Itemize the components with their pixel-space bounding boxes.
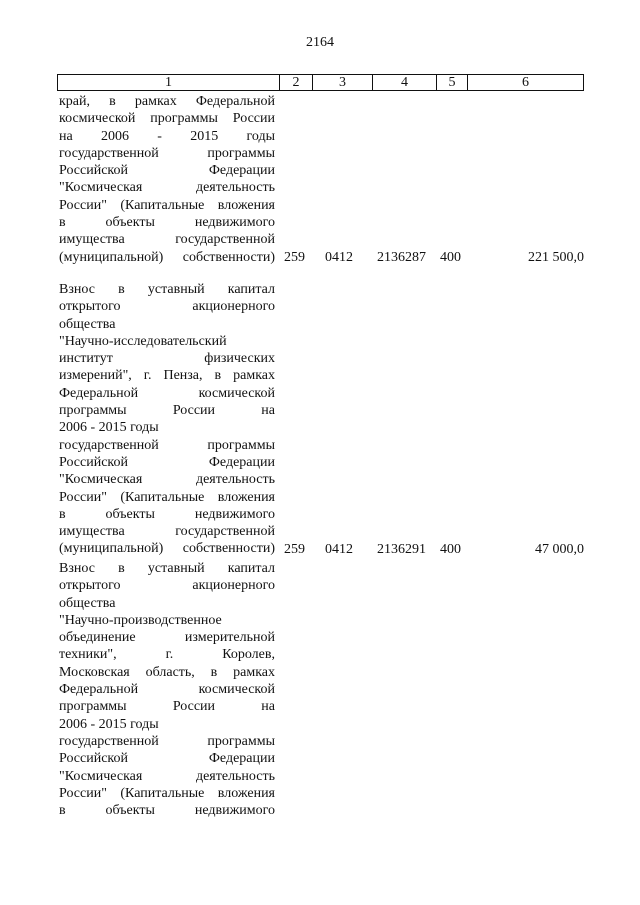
description-line: (муниципальной) собственности) (59, 541, 275, 557)
row-description (59, 560, 275, 819)
row-description (59, 281, 275, 558)
description-line: край, в рамках Федеральной (59, 94, 275, 109)
description-line: (муниципальной) собственности) (59, 249, 275, 265)
description-line: техники", г. Королев, (59, 647, 275, 663)
header-col-6: 6 (522, 75, 529, 90)
row-code-2: 259 (284, 541, 305, 557)
description-line: "Космическая деятельность (59, 768, 275, 784)
description-line: "Космическая деятельность (59, 472, 275, 488)
description-line: программы России на (59, 403, 275, 419)
table-header (57, 74, 584, 91)
description-line: России" (Капитальные вложения (59, 197, 275, 213)
description-line: 2006 - 2015 годы (59, 420, 159, 436)
row-code-3: 0412 (325, 249, 353, 265)
description-line: объединение измерительной (59, 630, 275, 646)
description-line: общества (59, 316, 116, 332)
row-code-2: 259 (284, 249, 305, 265)
row-code-5: 400 (440, 541, 461, 557)
description-line: измерений", г. Пенза, в рамках (59, 368, 275, 384)
page-number: 2164 (306, 35, 334, 50)
description-line: "Научно-исследовательский (59, 333, 227, 349)
table-row (57, 93, 584, 266)
description-line: общества (59, 595, 116, 611)
description-line: открытого акционерного (59, 578, 275, 594)
description-line: Российской Федерации (59, 163, 275, 179)
description-line: институт физических (59, 351, 275, 367)
description-line: Взнос в уставный капитал (59, 282, 275, 297)
description-line: имущества государственной (59, 232, 275, 248)
description-line: Федеральной космической (59, 682, 275, 698)
table-row (57, 281, 584, 558)
description-line: государственной программы (59, 437, 275, 453)
row-code-4: 2136287 (377, 249, 426, 265)
description-line: открытого акционерного (59, 299, 275, 315)
description-line: России" (Капитальные вложения (59, 489, 275, 505)
description-line: государственной программы (59, 145, 275, 161)
row-description (59, 93, 275, 266)
description-line: в объекты недвижимого (59, 215, 275, 231)
description-line: "Научно-производственное (59, 612, 222, 628)
row-code-3: 0412 (325, 541, 353, 557)
description-line: Московская область, в рамках (59, 664, 275, 680)
header-col-5: 5 (448, 75, 456, 90)
header-col-2: 2 (292, 75, 300, 90)
description-line: на 2006 - 2015 годы (59, 128, 275, 144)
description-line: 2006 - 2015 годы (59, 716, 159, 732)
description-line: программы России на (59, 699, 275, 715)
row-code-5: 400 (440, 249, 461, 265)
description-line: государственной программы (59, 733, 275, 749)
description-line: Взнос в уставный капитал (59, 561, 275, 576)
description-line: в объекты недвижимого (59, 803, 275, 819)
row-amount: 47 000,0 (535, 541, 584, 557)
description-line: имущества государственной (59, 524, 275, 540)
description-line: "Космическая деятельность (59, 180, 275, 196)
description-line: Российской Федерации (59, 454, 275, 470)
row-code-4: 2136291 (377, 541, 426, 557)
description-line: Федеральной космической (59, 385, 275, 401)
description-line: в объекты недвижимого (59, 506, 275, 522)
header-col-4: 4 (401, 75, 408, 90)
description-line: России" (Капитальные вложения (59, 785, 275, 801)
table-row (57, 560, 584, 820)
header-col-1: 1 (165, 75, 172, 90)
row-amount: 221 500,0 (528, 249, 584, 265)
description-line: Российской Федерации (59, 751, 275, 767)
description-line: космической программы России (59, 111, 275, 127)
header-col-3: 3 (339, 75, 346, 90)
